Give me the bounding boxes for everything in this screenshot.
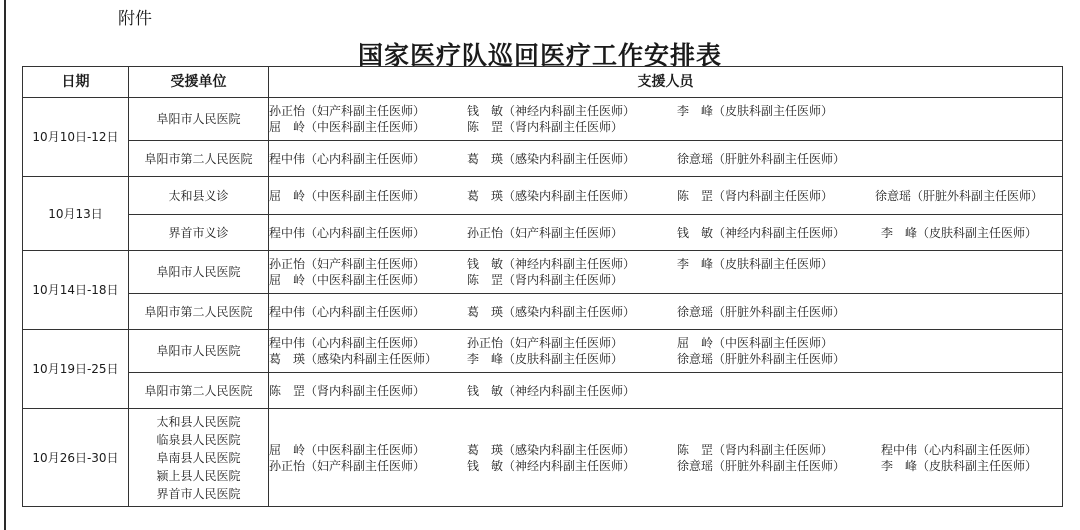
staff-entry: 徐意瑶（肝脏外科副主任医师） [677,304,846,319]
header-row [23,67,1063,98]
staff-entry: 孙正怡（妇产科副主任医师） [467,336,624,350]
table-row [23,373,1063,409]
date-cell: 10月26日-30日 [23,409,129,507]
staff-cell [269,177,1063,215]
unit-cell: 阜阳市人民医院 [129,330,269,373]
staff-entry: 孙正怡（妇产科副主任医师） [269,257,426,271]
staff-entry: 屈 岭（中医科副主任医师） [677,336,834,350]
staff-entry: 陈 罡（肾内科副主任医师） [677,442,834,457]
unit-name: 临泉县人民医院 [156,432,241,447]
staff-line [269,383,1062,399]
staff-entry: 程中伟（心内科副主任医师） [269,336,426,350]
staff-entry: 徐意瑶（肝脏外科副主任医师） [677,352,846,366]
staff-cell [269,251,1063,294]
staff-line [269,442,1062,458]
staff-entry: 钱 敏（神经内科副主任医师） [677,225,846,240]
staff-entry: 程中伟（心内科副主任医师） [881,442,1038,457]
staff-line [269,304,1062,320]
staff-entry: 钱 敏（神经内科副主任医师） [467,104,636,118]
staff-entry: 李 峰（皮肤科副主任医师） [881,458,1038,473]
staff-line [269,256,1062,272]
staff-entry: 李 峰（皮肤科副主任医师） [881,225,1038,240]
page-edge-rule [4,0,6,530]
table-row [23,177,1063,215]
staff-entry: 钱 敏（神经内科副主任医师） [467,383,636,398]
staff-cell [269,98,1063,141]
staff-entry: 屈 岭（中医科副主任医师） [269,273,426,287]
staff-line [269,272,1062,288]
staff-entry: 葛 瑛（感染内科副主任医师） [269,352,438,366]
staff-entry: 钱 敏（神经内科副主任医师） [467,257,636,271]
table-row [23,409,1063,507]
date-cell: 10月13日 [23,177,129,251]
table-row [23,251,1063,294]
staff-entry: 葛 瑛（感染内科副主任医师） [467,304,636,319]
staff-line [269,151,1062,167]
unit-name: 界首市人民医院 [156,486,241,501]
staff-entry: 钱 敏（神经内科副主任医师） [467,458,636,473]
unit-cell: 界首市义诊 [129,215,269,251]
staff-entry: 李 峰（皮肤科副主任医师） [677,257,834,271]
staff-entry: 葛 瑛（感染内科副主任医师） [467,151,636,166]
staff-entry: 孙正怡（妇产科副主任医师） [269,104,426,118]
staff-line [269,351,1062,367]
staff-cell [269,373,1063,409]
staff-entry: 屈 岭（中医科副主任医师） [269,442,426,457]
header-staff: 支援人员 [269,67,1063,98]
unit-name: 阜南县人民医院 [156,450,241,465]
staff-line [269,458,1062,474]
staff-entry: 徐意瑶（肝脏外科副主任医师） [677,458,846,473]
date-cell: 10月10日-12日 [23,98,129,177]
unit-cell: 阜阳市人民医院 [129,251,269,294]
staff-line: 屈 岭（中医科副主任医师） 葛 瑛（感染内科副主任医师） 陈 罡（肾内科副主任医师） 徐意瑶（肝脏外科副主任医师） [269,188,1044,203]
date-cell: 10月19日-25日 [23,330,129,409]
staff-entry: 程中伟（心内科副主任医师） [269,225,426,240]
staff-entry: 李 峰（皮肤科副主任医师） [467,352,624,366]
page-title: 国家医疗队巡回医疗工作安排表 [357,41,722,70]
unit-cell [129,409,269,507]
staff-entry: 徐意瑶（肝脏外科副主任医师） [677,151,846,166]
table-row [23,330,1063,373]
staff-entry: 程中伟（心内科副主任医师） [269,304,426,319]
unit-name: 颍上县人民医院 [156,468,241,483]
staff-line [269,335,1062,351]
staff-cell [269,215,1063,251]
staff-entry: 葛 瑛（感染内科副主任医师） [467,442,636,457]
table-row [23,141,1063,177]
unit-cell: 阜阳市人民医院 [129,98,269,141]
attachment-label: 附件 [118,9,152,29]
staff-entry: 孙正怡（妇产科副主任医师） [467,225,624,240]
header-date: 日期 [23,67,129,98]
staff-cell [269,330,1063,373]
table-row [23,294,1063,330]
staff-cell [269,294,1063,330]
staff-entry: 程中伟（心内科副主任医师） [269,151,426,166]
staff-line [269,225,1062,241]
staff-line [269,119,1062,135]
staff-line [269,103,1062,119]
table-row [23,215,1063,251]
staff-entry: 陈 罡（肾内科副主任医师） [467,273,624,287]
table-row [23,98,1063,141]
staff-entry: 李 峰（皮肤科副主任医师） [677,104,834,118]
staff-entry: 陈 罡（肾内科副主任医师） [269,383,426,398]
staff-entry: 孙正怡（妇产科副主任医师） [269,458,426,473]
staff-cell [269,141,1063,177]
unit-cell: 阜阳市第二人民医院 [129,373,269,409]
schedule-table [22,66,1063,507]
unit-cell: 太和县义诊 [129,177,269,215]
staff-entry: 陈 罡（肾内科副主任医师） [467,120,624,134]
staff-cell [269,409,1063,507]
header-unit: 受援单位 [129,67,269,98]
date-cell: 10月14日-18日 [23,251,129,330]
unit-list [129,413,268,503]
unit-cell: 阜阳市第二人民医院 [129,294,269,330]
unit-name: 太和县人民医院 [156,414,241,429]
unit-cell: 阜阳市第二人民医院 [129,141,269,177]
staff-entry: 屈 岭（中医科副主任医师） [269,120,426,134]
